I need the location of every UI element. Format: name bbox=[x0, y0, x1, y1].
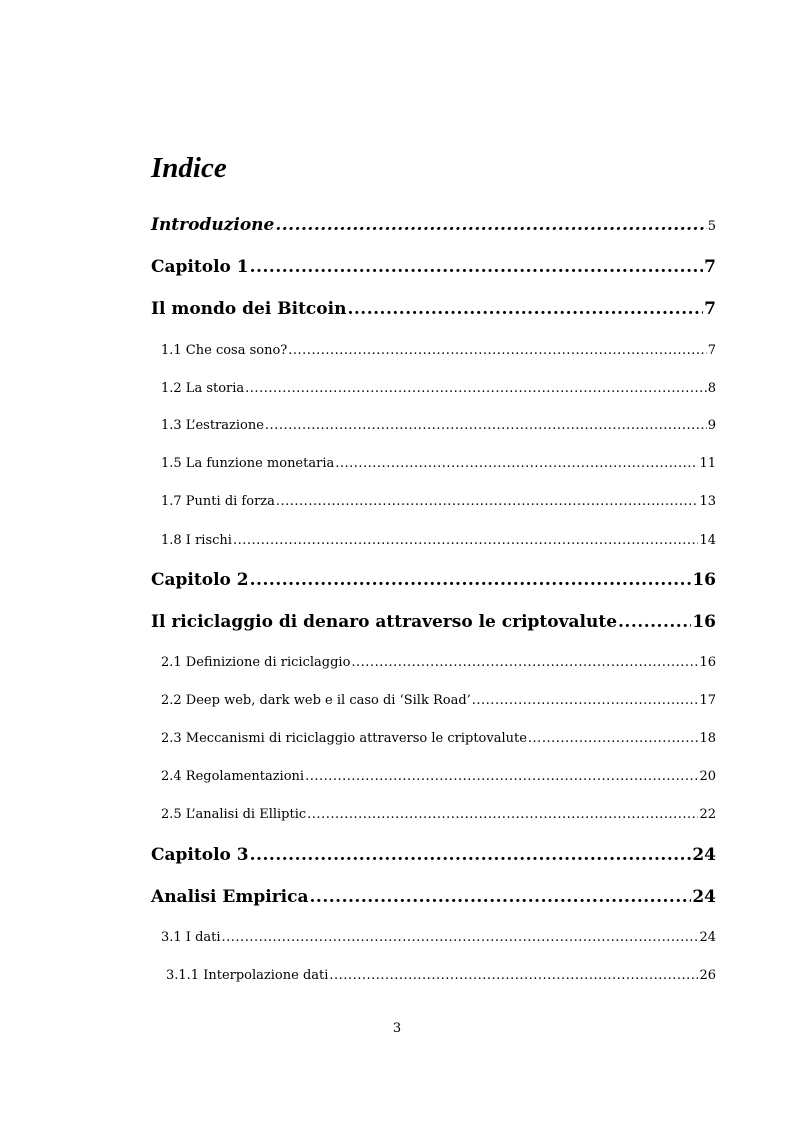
toc-entry-page: 9 bbox=[707, 418, 716, 433]
dot-leader bbox=[288, 341, 706, 361]
page-number: 3 bbox=[392, 1021, 402, 1036]
toc-entry-capitolo-2[interactable] bbox=[151, 568, 716, 592]
toc-entry-label: 2.5 L’analisi di Elliptic bbox=[161, 807, 307, 822]
toc-entry-page: 20 bbox=[699, 769, 716, 784]
dot-leader bbox=[275, 213, 706, 237]
toc-entry-page: 24 bbox=[699, 930, 716, 945]
toc-entry-page: 24 bbox=[692, 845, 716, 865]
toc-entry-2-4[interactable] bbox=[161, 767, 716, 787]
toc-entry-label: Capitolo 1 bbox=[151, 257, 249, 277]
toc-entry-page: 22 bbox=[699, 807, 716, 822]
toc-entry-1-7[interactable] bbox=[161, 492, 716, 512]
toc-entry-page: 18 bbox=[699, 731, 716, 746]
toc-entry-page: 7 bbox=[704, 257, 716, 277]
toc-entry-label: 2.2 Deep web, dark web e il caso di ‘Silk Road’ bbox=[161, 693, 471, 708]
toc-entry-1-5[interactable] bbox=[161, 454, 716, 474]
dot-leader bbox=[307, 805, 698, 825]
dot-leader bbox=[250, 255, 704, 279]
toc-entry-label: 3.1 I dati bbox=[161, 930, 221, 945]
dot-leader bbox=[233, 531, 699, 551]
toc-entry-capitolo-3[interactable] bbox=[151, 843, 716, 867]
toc-entry-page: 5 bbox=[707, 219, 716, 234]
toc-entry-label: 1.1 Che cosa sono? bbox=[161, 343, 288, 358]
dot-leader bbox=[305, 767, 698, 787]
toc-entry-label: 1.7 Punti di forza bbox=[161, 494, 275, 509]
toc-entry-page: 7 bbox=[704, 299, 716, 319]
toc-entry-1-8[interactable] bbox=[161, 531, 716, 551]
dot-leader bbox=[347, 297, 703, 321]
toc-entry-1-1[interactable] bbox=[161, 341, 716, 361]
dot-leader bbox=[618, 610, 691, 634]
toc-entry-2-2[interactable] bbox=[161, 691, 716, 711]
toc-entry-2-1[interactable] bbox=[161, 653, 716, 673]
toc-entry-3-1[interactable] bbox=[161, 928, 716, 948]
toc-entry-page: 11 bbox=[699, 456, 716, 471]
toc-entry-page: 24 bbox=[692, 887, 716, 907]
toc-entry-1-2[interactable] bbox=[161, 379, 716, 399]
dot-leader bbox=[310, 885, 692, 909]
dot-leader bbox=[329, 966, 698, 986]
toc-entry-page: 7 bbox=[707, 343, 716, 358]
dot-leader bbox=[245, 379, 707, 399]
toc-entry-2-5[interactable] bbox=[161, 805, 716, 825]
toc-entry-label: Capitolo 3 bbox=[151, 845, 249, 865]
toc-entry-label: 1.5 La funzione monetaria bbox=[161, 456, 335, 471]
dot-leader bbox=[472, 691, 699, 711]
toc-entry-riciclaggio[interactable] bbox=[151, 610, 716, 634]
toc-entry-page: 16 bbox=[699, 655, 716, 670]
toc-entry-2-3[interactable] bbox=[161, 729, 716, 749]
dot-leader bbox=[250, 568, 692, 592]
toc-entry-page: 16 bbox=[692, 570, 716, 590]
toc-entry-label: 1.8 I rischi bbox=[161, 533, 232, 548]
toc-entry-analisi-empirica[interactable] bbox=[151, 885, 716, 909]
toc-entry-1-3[interactable] bbox=[161, 416, 716, 436]
toc-entry-page: 17 bbox=[699, 693, 716, 708]
toc-entry-label: 1.2 La storia bbox=[161, 381, 245, 396]
toc-entry-page: 16 bbox=[692, 612, 716, 632]
toc-entry-page: 8 bbox=[707, 381, 716, 396]
toc-entry-3-1-1[interactable] bbox=[166, 966, 716, 986]
toc-entry-page: 14 bbox=[699, 533, 716, 548]
dot-leader bbox=[265, 416, 707, 436]
toc-entry-label: Introduzione bbox=[151, 215, 275, 235]
toc-entry-label: Analisi Empirica bbox=[151, 887, 309, 907]
toc-entry-label: 2.4 Regolamentazioni bbox=[161, 769, 305, 784]
toc-entry-label: Capitolo 2 bbox=[151, 570, 249, 590]
toc-entry-label: Il mondo dei Bitcoin bbox=[151, 299, 347, 319]
page-title: Indice bbox=[151, 152, 227, 184]
toc-entry-label: 2.3 Meccanismi di riciclaggio attraverso le criptovalute bbox=[161, 731, 527, 746]
toc-entry-label: 2.1 Definizione di riciclaggio bbox=[161, 655, 351, 670]
dot-leader bbox=[528, 729, 699, 749]
dot-leader bbox=[250, 843, 692, 867]
toc-entry-capitolo-1[interactable] bbox=[151, 255, 716, 279]
toc-entry-page: 26 bbox=[699, 968, 716, 983]
toc-entry-label: 1.3 L’estrazione bbox=[161, 418, 264, 433]
dot-leader bbox=[335, 454, 698, 474]
dot-leader bbox=[276, 492, 699, 512]
toc-entry-label: 3.1.1 Interpolazione dati bbox=[166, 968, 329, 983]
dot-leader bbox=[222, 928, 699, 948]
toc-entry-label: Il riciclaggio di denaro attraverso le criptovalute bbox=[151, 612, 618, 632]
toc-entry-introduzione[interactable] bbox=[151, 213, 716, 237]
toc-entry-page: 13 bbox=[699, 494, 716, 509]
toc-entry-mondo-bitcoin[interactable] bbox=[151, 297, 716, 321]
dot-leader bbox=[351, 653, 698, 673]
